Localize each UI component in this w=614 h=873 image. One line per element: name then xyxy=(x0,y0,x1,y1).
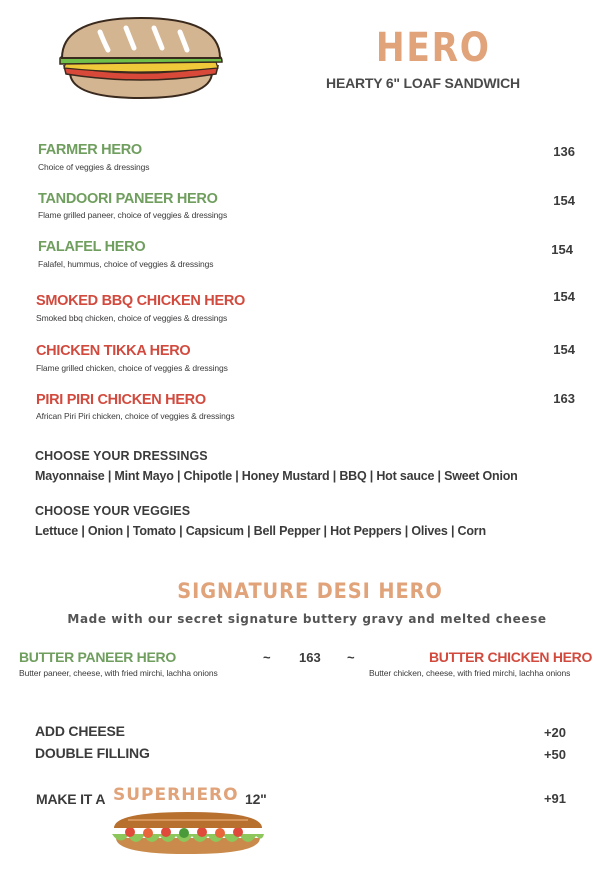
item-price-smoked-bbq: 154 xyxy=(553,289,575,304)
dressings-heading: CHOOSE YOUR DRESSINGS xyxy=(35,449,208,463)
item-desc-tandoori-paneer: Flame grilled paneer, choice of veggies & dressings xyxy=(38,210,228,220)
page-subtitle: HEARTY 6" LOAF SANDWICH xyxy=(326,75,520,91)
item-desc-butter-paneer: Butter paneer, cheese, with fried mirchi, lachha onions xyxy=(19,668,218,678)
item-name-falafel: FALAFEL HERO xyxy=(38,239,146,255)
item-name-tandoori-paneer: TANDOORI PANEER HERO xyxy=(38,191,218,207)
item-desc-falafel: Falafel, hummus, choice of veggies & dressings xyxy=(38,259,214,269)
item-price-piri-piri: 163 xyxy=(553,391,575,406)
item-desc-piri-piri: African Piri Piri chicken, choice of veggies & dressings xyxy=(36,411,235,421)
item-name-butter-chicken: BUTTER CHICKEN HERO xyxy=(429,649,593,665)
addon-double-filling-label: DOUBLE FILLING xyxy=(35,745,150,761)
signature-title: SIGNATURE DESI HERO xyxy=(177,579,443,603)
item-desc-butter-chicken: Butter chicken, cheese, with fried mirchi, lachha onions xyxy=(369,668,571,678)
tilde-right: ~ xyxy=(347,650,355,665)
sub-sandwich-icon xyxy=(108,810,268,856)
item-price-falafel: 154 xyxy=(551,242,573,257)
superhero-size: 12" xyxy=(245,791,267,807)
signature-subtitle: Made with our secret signature buttery gravy and melted cheese xyxy=(67,612,547,626)
dressings-options: Mayonnaise | Mint Mayo | Chipotle | Honey Mustard | BBQ | Hot sauce | Sweet Onion xyxy=(35,469,518,483)
addon-double-filling-price: +50 xyxy=(543,747,566,762)
addon-cheese-label: ADD CHEESE xyxy=(35,723,125,739)
page-title: HERO xyxy=(375,25,491,71)
item-price-chicken-tikka: 154 xyxy=(553,342,575,357)
item-desc-chicken-tikka: Flame grilled chicken, choice of veggies & dressings xyxy=(36,363,228,373)
item-name-piri-piri: PIRI PIRI CHICKEN HERO xyxy=(36,392,206,408)
signature-price: 163 xyxy=(299,650,321,665)
tilde-left: ~ xyxy=(263,650,271,665)
superhero-highlight: SUPERHERO xyxy=(113,785,239,805)
item-desc-smoked-bbq: Smoked bbq chicken, choice of veggies & dressings xyxy=(36,313,228,323)
item-price-farmer: 136 xyxy=(553,144,575,159)
item-name-smoked-bbq: SMOKED BBQ CHICKEN HERO xyxy=(36,293,246,309)
item-name-farmer: FARMER HERO xyxy=(38,142,142,158)
veggies-options: Lettuce | Onion | Tomato | Capsicum | Bell Pepper | Hot Peppers | Olives | Corn xyxy=(35,524,486,538)
item-name-butter-paneer: BUTTER PANEER HERO xyxy=(19,649,176,665)
superhero-prefix: MAKE IT A xyxy=(36,791,106,807)
item-price-tandoori-paneer: 154 xyxy=(553,193,575,208)
item-name-chicken-tikka: CHICKEN TIKKA HERO xyxy=(36,343,191,359)
superhero-price: +91 xyxy=(543,791,566,806)
veggies-heading: CHOOSE YOUR VEGGIES xyxy=(35,504,191,518)
item-desc-farmer: Choice of veggies & dressings xyxy=(38,162,150,172)
addon-cheese-price: +20 xyxy=(543,725,566,740)
sandwich-icon xyxy=(56,14,226,100)
